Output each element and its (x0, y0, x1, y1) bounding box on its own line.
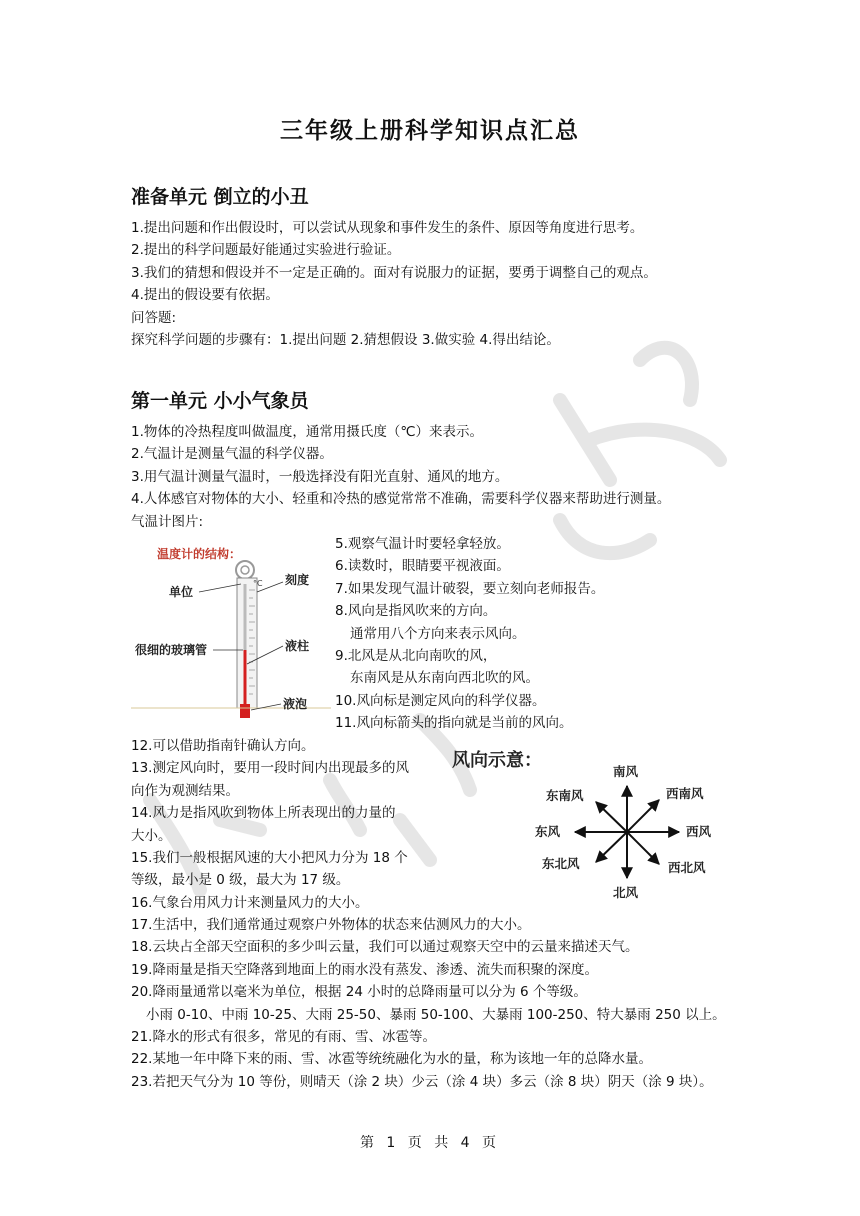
label-northwest-wind: 西北风 (668, 860, 706, 875)
text-line: 10.风向标是测定风向的科学仪器。 (335, 692, 546, 709)
text-line: 12.可以借助指南针确认方向。 (131, 738, 315, 754)
text-line: 14.风力是指风吹到物体上所表现出的力量的 (131, 805, 396, 822)
text-line: 3.用气温计测量气温时，一般选择没有阳光直射、通风的地方。 (131, 468, 509, 485)
text-line: 7.如果发现气温计破裂，要立刻向老师报告。 (335, 580, 605, 597)
svg-text:°C: °C (253, 579, 263, 588)
label-south-wind: 南风 (613, 764, 639, 779)
section-unit1-bottom (131, 914, 726, 1093)
text-line: 13.测定风向时，要用一段时间内出现最多的风 (131, 760, 409, 777)
text-line: 3.我们的猜想和假设并不一定是正确的。面对有说服力的证据，要勇于调整自己的观点。 (131, 264, 657, 281)
thermometer-figure (131, 540, 331, 722)
text-line: 19.降雨量是指天空降落到地面上的雨水没有蒸发、渗透、流失而积聚的深度。 (131, 961, 598, 978)
text-line: 4.提出的假设要有依据。 (131, 287, 279, 304)
text-line: 向作为观测结果。 (131, 782, 239, 799)
arrow-upright (627, 800, 659, 832)
section-unit1-left (131, 735, 409, 914)
thermometer-title: 温度计的结构： (157, 547, 242, 561)
label-tube: 很细的玻璃管 (135, 643, 208, 657)
bulb (240, 704, 250, 718)
text-line: 大小。 (131, 827, 172, 844)
arrow-upleft (596, 802, 627, 832)
compass-title: 风向示意： (452, 750, 542, 771)
text-line: 5.观察气温计时要轻拿轻放。 (335, 536, 510, 552)
label-north-wind: 北风 (613, 885, 639, 900)
arrow-downleft (596, 832, 627, 862)
label-unit: 单位 (169, 585, 194, 599)
text-line: 小雨 0-10、中雨 10-25、大雨 25-50、暴雨 50-100、大暴雨 100-250、特大暴雨 250 以上。 (146, 1006, 726, 1023)
text-line: 2.气温计是测量气温的科学仪器。 (131, 446, 333, 463)
label-bulb: 液泡 (283, 697, 308, 711)
label-northeast-wind: 东北风 (542, 856, 580, 871)
text-line: 1.物体的冷热程度叫做温度，通常用摄氏度（℃）来表示。 (131, 424, 484, 440)
section-unit1-right (335, 533, 604, 735)
text-line: 东南风是从东南向西北吹的风。 (350, 670, 539, 687)
label-west-wind: 西风 (686, 824, 712, 839)
text-line: 通常用八个方向来表示风向。 (350, 625, 526, 642)
section-prep-body (131, 217, 657, 351)
text-line: 2.提出的科学问题最好能通过实验进行验证。 (131, 242, 401, 259)
wind-direction-figure (446, 742, 736, 908)
text-line: 17.生活中，我们通常通过观察户外物体的状态来估测风力的大小。 (131, 917, 531, 933)
label-southwest-wind: 西南风 (666, 786, 704, 801)
text-line: 1.提出问题和作出假设时，可以尝试从现象和事件发生的条件、原因等角度进行思考。 (131, 220, 644, 236)
label-column: 液柱 (285, 639, 310, 653)
page-title: 三年级上册科学知识点汇总 (280, 118, 580, 144)
text-line: 18.云块占全部天空面积的多少叫云量，我们可以通过观察天空中的云量来描述天气。 (131, 939, 639, 956)
text-line: 8.风向是指风吹来的方向。 (335, 603, 497, 620)
text-line: 6.读数时，眼睛要平视液面。 (335, 558, 510, 575)
section-unit1-top (131, 421, 670, 533)
text-line: 21.降水的形式有很多，常见的有雨、雪、冰雹等。 (131, 1029, 436, 1046)
arrow-downright (627, 832, 659, 864)
text-line: 探究科学问题的步骤有：1.提出问题 2.猜想假设 3.做实验 4.得出结论。 (131, 332, 560, 349)
text-line: 11.风向标箭头的指向就是当前的风向。 (335, 715, 573, 732)
text-line: 等级，最小是 0 级，最大为 17 级。 (131, 872, 350, 889)
label-southeast-wind: 东南风 (546, 788, 584, 803)
text-line: 9.北风是从北向南吹的风， (335, 648, 497, 665)
text-line: 问答题: (131, 309, 177, 326)
page-footer: 第 1 页 共 4 页 (359, 1135, 501, 1151)
text-line: 20.降雨量通常以毫米为单位，根据 24 小时的总降雨量可以分为 6 个等级。 (131, 984, 587, 1001)
label-scale: 刻度 (285, 573, 310, 587)
text-line: 22.某地一年中降下来的雨、雪、冰雹等统统融化为水的量，称为该地一年的总降水量。 (131, 1051, 652, 1068)
text-line: 气温计图片: (131, 513, 204, 530)
text-line: 15.我们一般根据风速的大小把风力分为 18 个 (131, 850, 408, 867)
section-heading-unit1: 第一单元 小小气象员 (131, 390, 309, 412)
text-line: 4.人体感官对物体的大小、轻重和冷热的感觉常常不准确，需要科学仪器来帮助进行测量。 (131, 491, 671, 508)
text-line: 16.气象台用风力计来测量风力的大小。 (131, 894, 369, 911)
label-east-wind: 东风 (535, 824, 561, 839)
text-line: 23.若把天气分为 10 等份，则晴天（涂 2 块）少云（涂 4 块）多云（涂 8 块）阴天（涂 9 块）。 (131, 1073, 713, 1090)
section-heading-prep: 准备单元 倒立的小丑 (131, 186, 309, 208)
